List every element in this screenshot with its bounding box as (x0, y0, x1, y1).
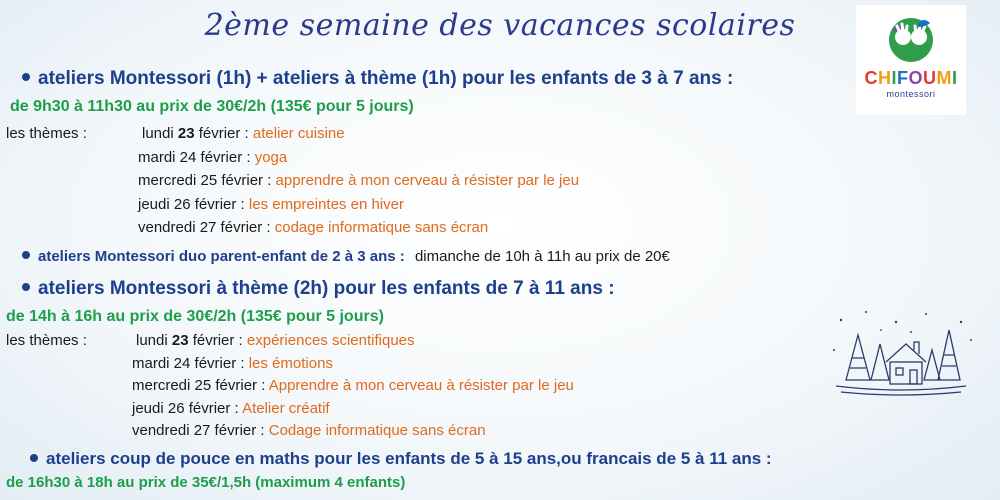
theme-name: codage informatique sans écran (274, 219, 489, 236)
logo-letter: O (908, 68, 923, 88)
theme-name: les empreintes en hiver (248, 195, 404, 213)
theme-date: mercredi 25 février : (138, 172, 276, 189)
theme-name: Codage informatique sans écran (268, 422, 486, 439)
section3-heading-text: ateliers Montessori à thème (2h) pour les enfants de 7 à 11 ans : (38, 278, 615, 299)
logo-letter: I (952, 68, 958, 88)
section2-heading: ateliers Montessori duo parent-enfant de 2 à 3 ans : (38, 248, 405, 265)
bullet-icon (30, 454, 38, 462)
theme-row (132, 422, 486, 439)
page-title: 2ème semaine des vacances scolaires (204, 8, 796, 43)
theme-row (138, 196, 404, 213)
logo-wordmark (856, 68, 966, 89)
theme-name: les émotions (248, 354, 333, 372)
section4-heading (30, 449, 772, 469)
section2-detail: dimanche de 10h à 11h au prix de 20€ (414, 248, 670, 265)
theme-name: expériences scientifiques (246, 332, 415, 349)
logo-subtitle: montessori (886, 89, 936, 99)
bullet-icon (22, 283, 30, 291)
theme-row (136, 332, 415, 349)
bullet-icon (22, 73, 30, 81)
section1-heading-text: ateliers Montessori (1h) + ateliers à thème (1h) pour les enfants de 3 à 7 ans : (38, 68, 734, 89)
theme-name: Apprendre à mon cerveau à résister par le jeu (268, 377, 574, 394)
section1-themes-label: les thèmes : (6, 125, 87, 142)
theme-date: mercredi 25 février : (132, 377, 269, 394)
theme-date: jeudi 26 février : (138, 195, 249, 213)
logo-letter: F (896, 68, 909, 88)
section3-themes-label: les thèmes : (6, 332, 87, 349)
theme-row (132, 400, 330, 417)
theme-date: jeudi 26 février : (132, 399, 243, 417)
logo-letter: M (936, 68, 952, 88)
theme-name: Atelier créatif (242, 399, 330, 417)
theme-date: 23 (177, 125, 195, 142)
section2-line (22, 248, 670, 265)
winter-cabin-icon (826, 300, 976, 410)
theme-row (138, 219, 488, 236)
chifoumi-logo (856, 5, 966, 115)
theme-name: yoga (254, 148, 288, 166)
section4-schedule: de 16h30 à 18h au prix de 35€/1,5h (maximum 4 enfants) (6, 474, 406, 491)
logo-letter: H (877, 68, 892, 88)
theme-date: lundi (142, 125, 178, 142)
theme-date: février : (188, 332, 247, 349)
section3-heading (22, 278, 615, 300)
theme-date: mardi 24 février : (132, 354, 249, 372)
theme-row (142, 125, 345, 142)
section3-schedule: de 14h à 16h au prix de 30€/2h (135€ pour 5 jours) (6, 308, 384, 325)
theme-name: atelier cuisine (252, 125, 345, 142)
theme-row (138, 172, 579, 189)
logo-hands-icon (856, 5, 966, 67)
theme-row (132, 355, 333, 372)
section1-schedule: de 9h30 à 11h30 au prix de 30€/2h (135€ pour 5 jours) (10, 98, 414, 115)
bullet-icon (22, 251, 30, 259)
theme-date: février : (194, 125, 253, 142)
theme-date: vendredi 27 février : (132, 422, 269, 439)
theme-row (138, 149, 287, 166)
theme-date: 23 (171, 332, 189, 349)
theme-row (132, 377, 574, 394)
section1-heading (22, 68, 733, 90)
logo-letter: U (923, 68, 937, 88)
theme-name: apprendre à mon cerveau à résister par le jeu (275, 172, 580, 189)
logo-letter: I (891, 68, 897, 88)
section4-heading-text: ateliers coup de pouce en maths pour les enfants de 5 à 15 ans,ou francais de 5 à 11 ans : (46, 449, 772, 468)
theme-date: lundi (136, 332, 172, 349)
theme-date: mardi 24 février : (138, 148, 255, 166)
theme-date: vendredi 27 février : (138, 219, 275, 236)
logo-letter: C (864, 68, 878, 88)
